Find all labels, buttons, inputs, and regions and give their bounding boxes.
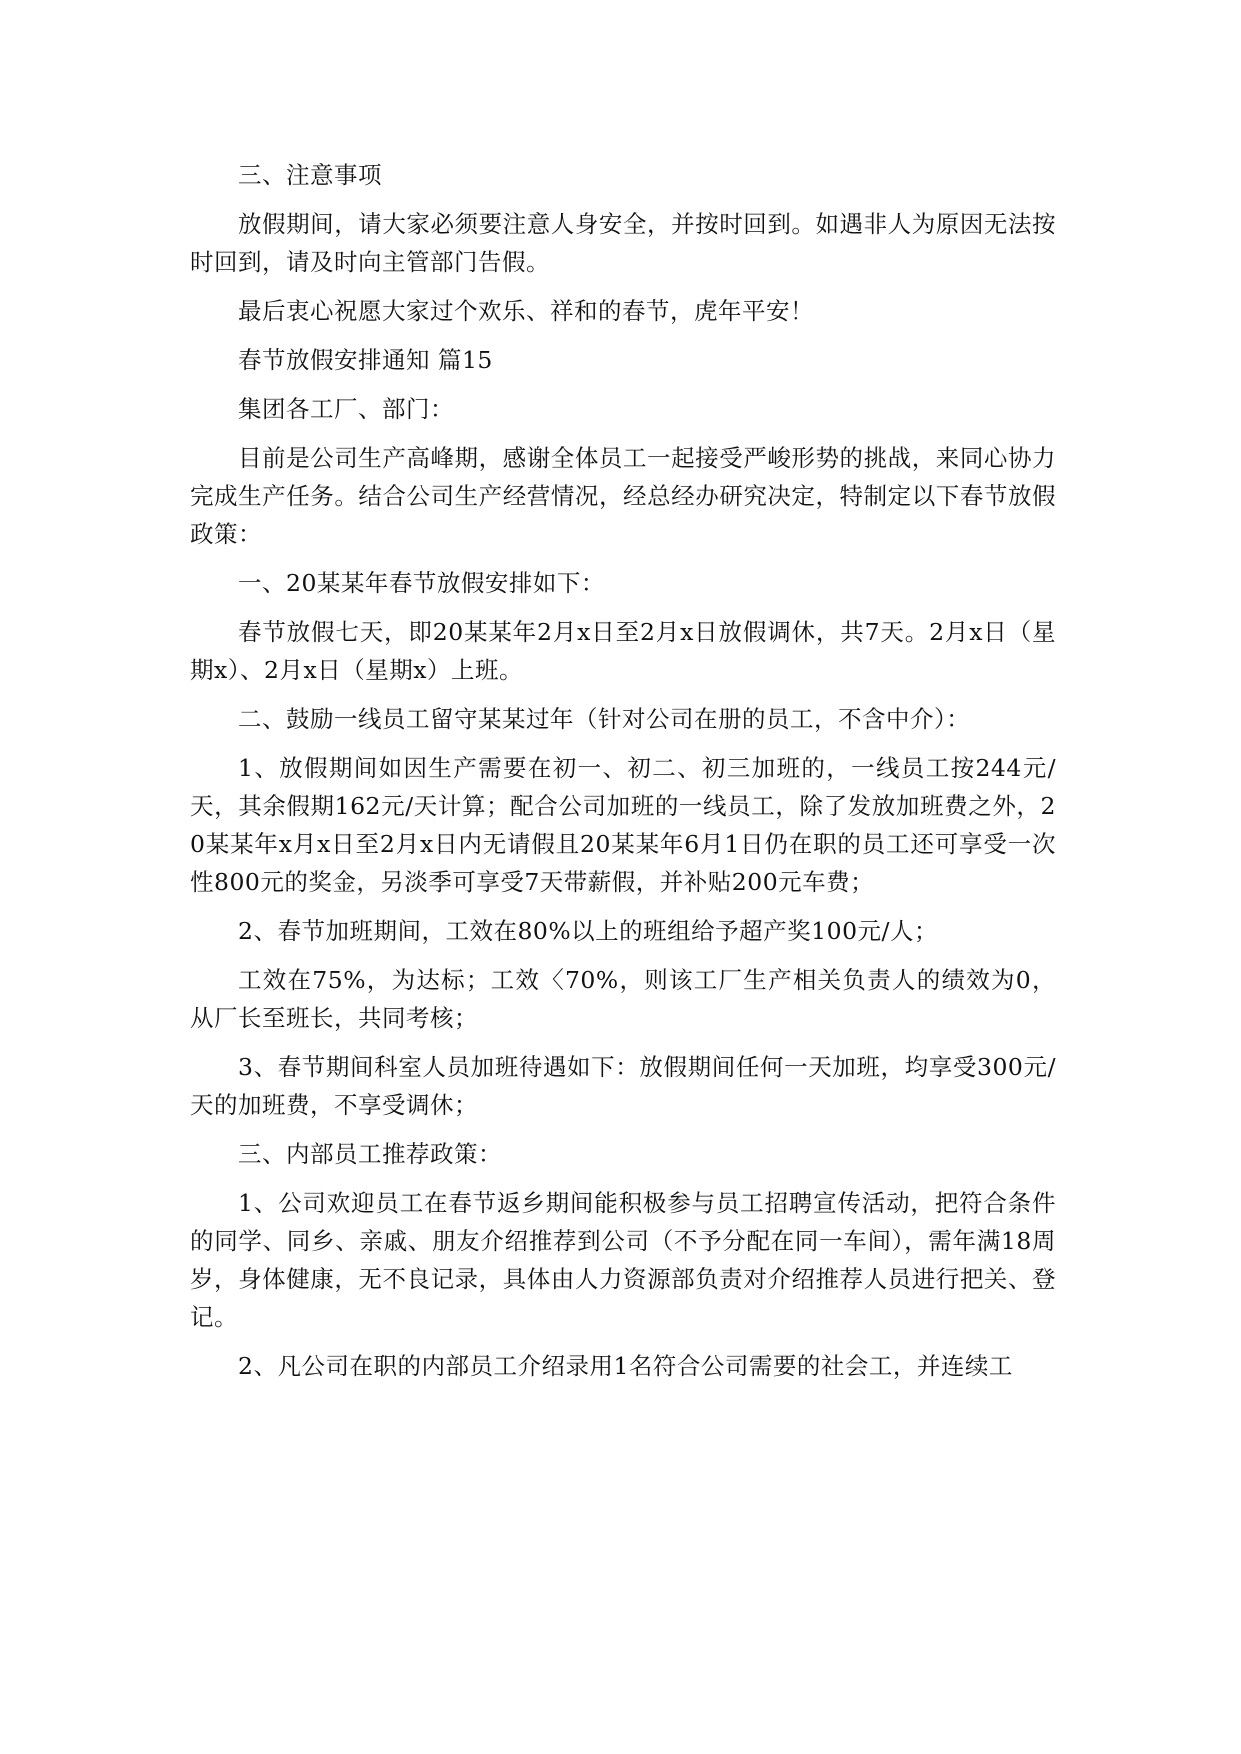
paragraph-safety-notice: 放假期间，请大家必须要注意人身安全，并按时回到。如遇非人为原因无法按时回到，请及时向主管部门告假。 (190, 210, 1056, 276)
section-heading-referral-policy: 三、内部员工推荐政策： (238, 1140, 502, 1168)
list-item-office-overtime: 3、春节期间科室人员加班待遇如下：放假期间任何一天加班，均享受300元/天的加班费，不享受调休； (190, 1053, 1056, 1119)
list-item-referral-recruitment: 1、公司欢迎员工在春节返乡期间能积极参与员工招聘宣传活动，把符合条件的同学、同乡、亲戚、朋友介绍推荐到公司（不予分配在同一车间），需年满18周岁，身体健康，无不良记录，具体由人力资源部负责对介绍推荐人员进行把关、登记。 (190, 1189, 1056, 1331)
section-heading-holiday-arrangement: 一、20某某年春节放假安排如下： (238, 569, 605, 597)
paragraph-efficiency-standard: 工效在75%，为达标；工效〈70%，则该工厂生产相关负责人的绩效为0，从厂长至班长，共同考核； (190, 966, 1056, 1032)
list-item-overtime-pay: 1、放假期间如因生产需要在初一、初二、初三加班的，一线员工按244元/天，其余假期162元/天计算；配合公司加班的一线员工，除了发放加班费之外，20某某年x月x日至2月x日内无请假且20某某年6月1日仍在职的员工还可享受一次性800元的奖金，另淡季可享受7天带薪假，并补贴200元车费； (190, 754, 1056, 896)
section-heading-notes: 三、注意事项 (238, 161, 382, 189)
paragraph-intro: 目前是公司生产高峰期，感谢全体员工一起接受严峻形势的挑战，来同心协力完成生产任务。结合公司生产经营情况，经总经办研究决定，特制定以下春节放假政策： (190, 444, 1056, 548)
paragraph-holiday-dates: 春节放假七天，即20某某年2月x日至2月x日放假调休，共7天。2月x日（星期x）、2月x日（星期x）上班。 (190, 618, 1056, 684)
list-item-efficiency-bonus: 2、春节加班期间，工效在80%以上的班组给予超产奖100元/人； (238, 917, 938, 945)
notice-title-15: 春节放假安排通知 篇15 (238, 346, 493, 374)
list-item-referral-reward: 2、凡公司在职的内部员工介绍录用1名符合公司需要的社会工，并连续工 (238, 1352, 1013, 1380)
paragraph-closing-wishes: 最后衷心祝愿大家过个欢乐、祥和的春节，虎年平安！ (238, 297, 814, 325)
section-heading-stay-encouragement: 二、鼓励一线员工留守某某过年（针对公司在册的员工，不含中介）： (238, 705, 971, 733)
document-body (190, 156, 1056, 1396)
salutation: 集团各工厂、部门： (238, 395, 454, 423)
